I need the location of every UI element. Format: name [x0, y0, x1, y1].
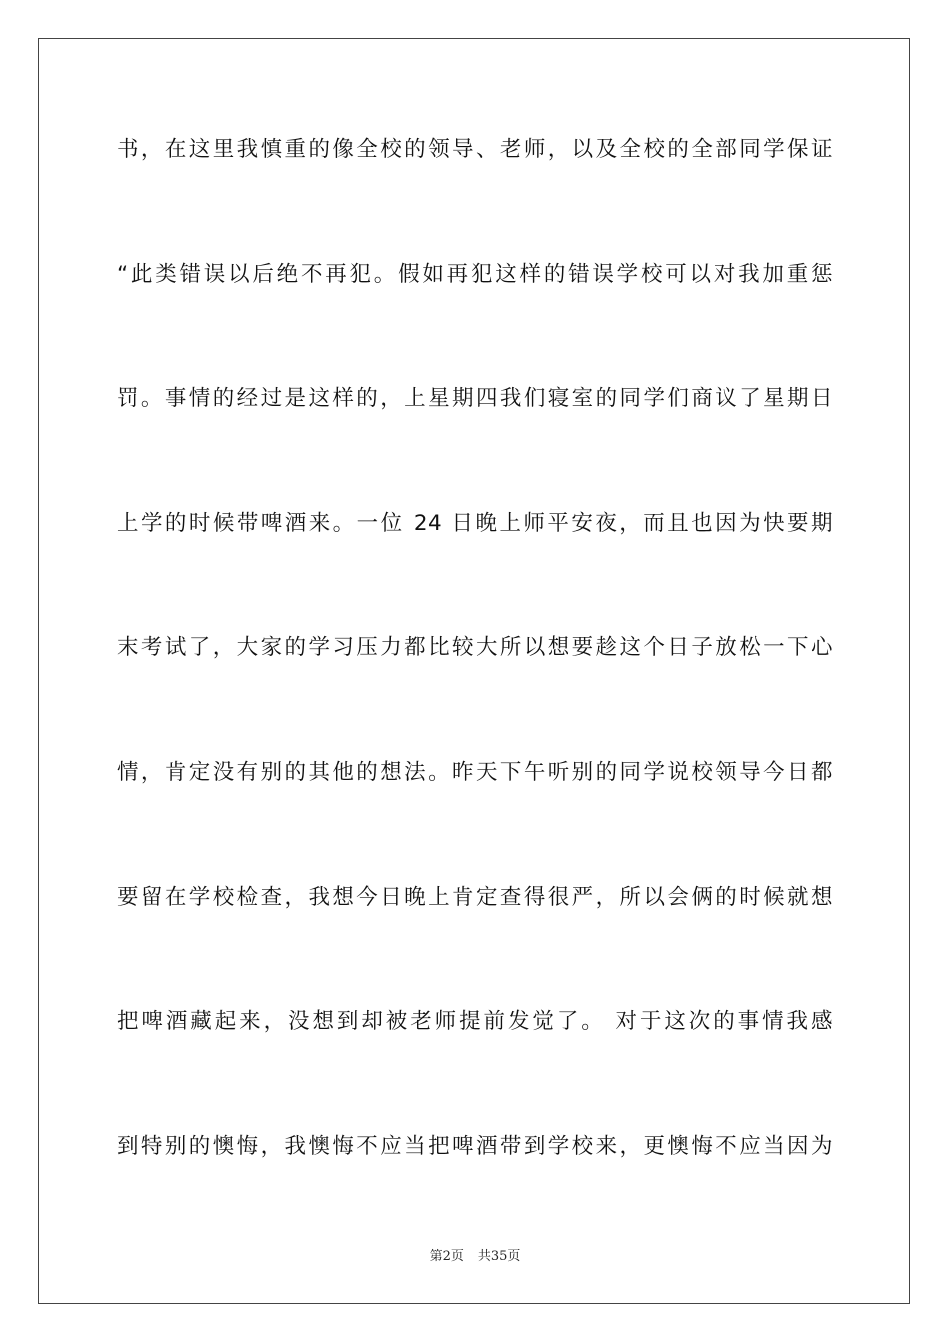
text-line-6: 情，肯定没有别的其他的想法。昨天下午听别的同学说校领导今日都: [117, 759, 833, 785]
page-footer: [0, 1245, 950, 1264]
text-line-9: 到特别的懊悔，我懊悔不应当把啤酒带到学校来，更懊悔不应当因为: [117, 1133, 833, 1159]
total-page-count: 共35页: [477, 1249, 521, 1264]
text-line-4: 上学的时候带啤酒来。一位 24 日晚上师平安夜，而且也因为快要期: [117, 510, 833, 536]
text-line-1: 书，在这里我慎重的像全校的领导、老师，以及全校的全部同学保证: [117, 137, 833, 162]
text-line-8: 把啤酒藏起来，没想到却被老师提前发觉了。 对于这次的事情我感: [117, 1009, 833, 1035]
text-line-5: 末考试了，大家的学习压力都比较大所以想要趁这个日子放松一下心: [117, 635, 833, 661]
text-line-2: “此类错误以后绝不再犯。假如再犯这样的错误学校可以对我加重惩: [117, 261, 833, 287]
text-line-3: 罚。事情的经过是这样的，上星期四我们寝室的同学们商议了星期日: [117, 386, 833, 412]
text-line-7: 要留在学校检查，我想今日晚上肯定查得很严，所以会俩的时候就想: [117, 884, 833, 910]
document-body: [117, 128, 833, 1249]
current-page-number: 第2页: [429, 1249, 464, 1264]
